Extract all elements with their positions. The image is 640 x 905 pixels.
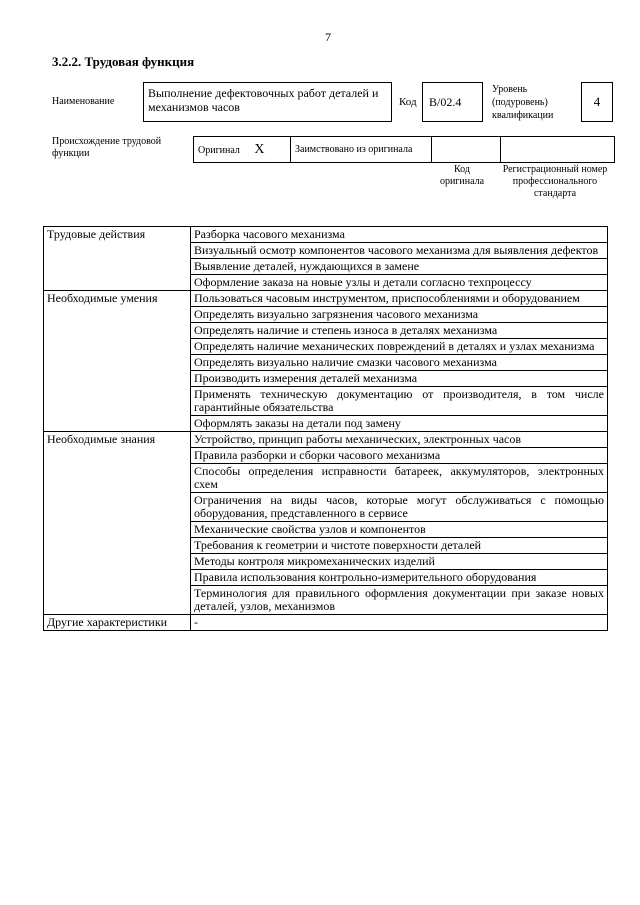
name-label: Наименование [52, 96, 115, 107]
requirement-item: Требования к геометрии и чистоте поверхности деталей [191, 538, 608, 554]
function-code-value: B/02.4 [422, 82, 483, 122]
requirement-item: Правила разборки и сборки часового механизма [191, 448, 608, 464]
requirement-item: Применять техническую документацию от производителя, в том числе гарантийные обязательства [191, 387, 608, 416]
requirement-item: Механические свойства узлов и компонентов [191, 522, 608, 538]
requirement-item: - [191, 615, 608, 631]
origin-reg-number-cell [501, 137, 615, 163]
requirement-item: Определять визуально наличие смазки часового механизма [191, 355, 608, 371]
code-original-label: Код оригинала [439, 164, 485, 187]
requirement-item: Производить измерения деталей механизма [191, 371, 608, 387]
origin-original-mark: X [254, 141, 265, 157]
requirement-item: Выявление деталей, нуждающихся в замене [191, 259, 608, 275]
function-name-value: Выполнение дефектовочных работ деталей и механизмов часов [143, 82, 392, 122]
origin-original-cell [194, 137, 291, 163]
requirement-item: Визуальный осмотр компонентов часового механизма для выявления дефектов [191, 243, 608, 259]
requirement-item: Определять визуально загрязнения часового механизма [191, 307, 608, 323]
requirement-item: Оформление заказа на новые узлы и детали согласно техпроцессу [191, 275, 608, 291]
requirement-item: Методы контроля микромеханических изделий [191, 554, 608, 570]
requirement-item: Терминология для правильного оформления документации при заказе новых деталей, узлов, механизмов [191, 586, 608, 615]
table-row [44, 291, 608, 307]
category-cell: Необходимые знания [44, 432, 191, 615]
table-row [44, 615, 608, 631]
function-details-table [43, 226, 608, 631]
origin-table [193, 136, 615, 163]
requirement-item: Правила использования контрольно-измерительного оборудования [191, 570, 608, 586]
table-row [44, 227, 608, 243]
category-cell: Другие характеристики [44, 615, 191, 631]
requirement-item: Разборка часового механизма [191, 227, 608, 243]
section-title: 3.2.2. Трудовая функция [52, 54, 195, 69]
requirement-item: Оформлять заказы на детали под замену [191, 416, 608, 432]
origin-original-label: Оригинал [198, 144, 240, 156]
requirement-item: Определять наличие и степень износа в деталях механизма [191, 323, 608, 339]
code-label: Код [399, 96, 417, 108]
requirement-item: Способы определения исправности батареек, аккумуляторов, электронных схем [191, 464, 608, 493]
category-cell: Трудовые действия [44, 227, 191, 291]
requirement-item: Пользоваться часовым инструментом, приспособлениями и оборудованием [191, 291, 608, 307]
table-row [44, 432, 608, 448]
origin-label: Происхождение трудовой функции [52, 136, 162, 159]
page-number: 7 [325, 30, 331, 44]
qualification-level-label [492, 83, 572, 122]
qualification-level-value: 4 [581, 82, 613, 122]
requirement-item: Ограничения на виды часов, которые могут обслуживаться с помощью оборудования, представленного в сервисе [191, 493, 608, 522]
requirement-item: Определять наличие механических повреждений в деталях и узлах механизма [191, 339, 608, 355]
origin-code-cell [432, 137, 501, 163]
qualification-level-label-text: Уровень (подуровень) квалификации [492, 84, 554, 121]
requirement-item: Устройство, принцип работы механических, электронных часов [191, 432, 608, 448]
origin-borrowed-label: Заимствовано из оригинала [295, 144, 413, 155]
reg-number-label: Регистрационный номер профессионального стандарта [502, 164, 608, 199]
category-cell: Необходимые умения [44, 291, 191, 432]
origin-borrowed-cell [291, 137, 432, 163]
